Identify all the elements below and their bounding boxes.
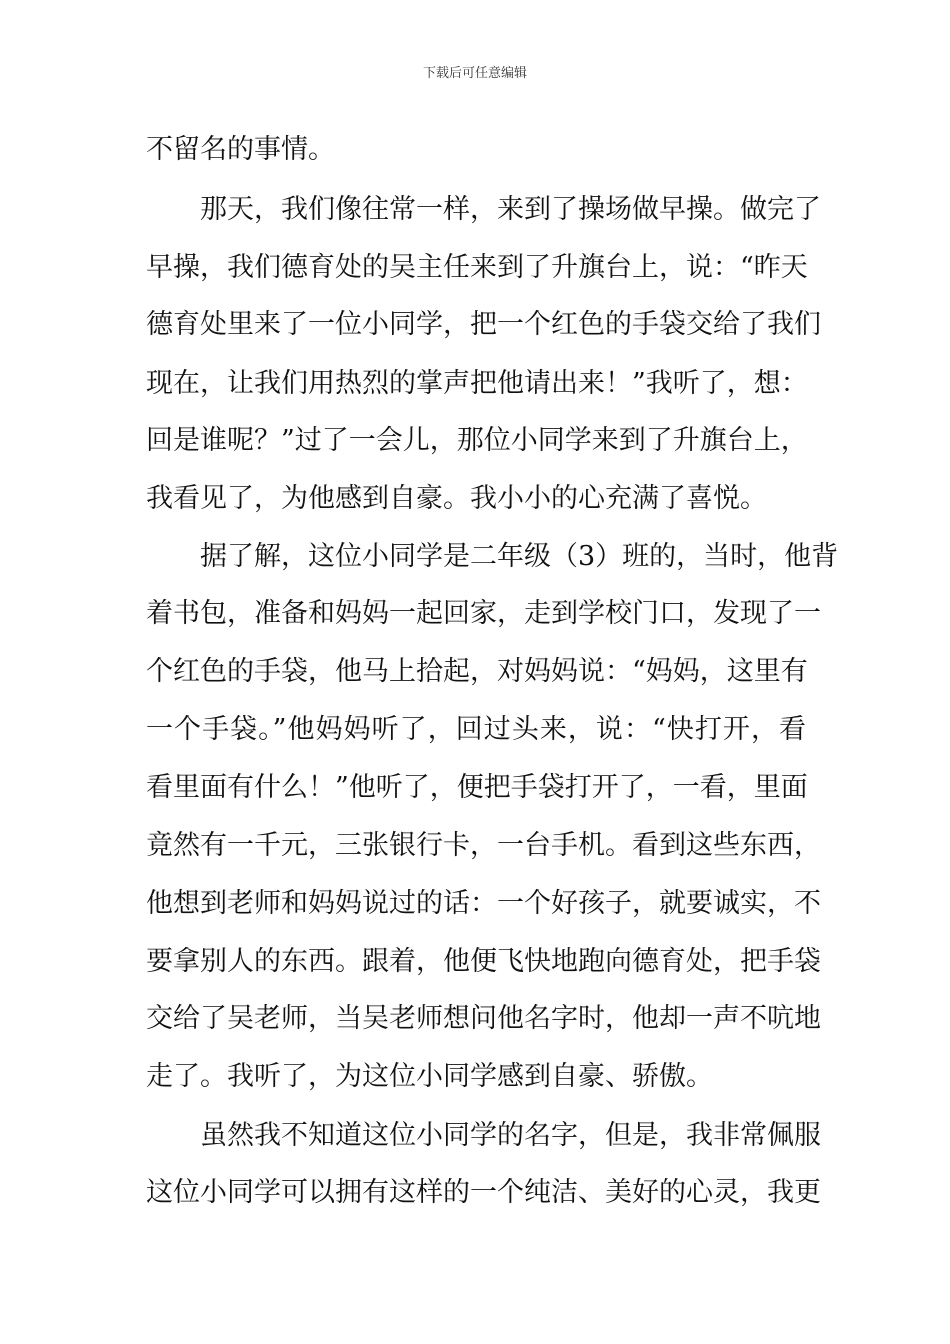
text-line: 这位小同学可以拥有这样的一个纯洁、美好的心灵，我更 xyxy=(146,1177,821,1208)
text-line: 着书包，准备和妈妈一起回家，走到学校门口，发现了一 xyxy=(146,598,821,629)
text-line: 早操，我们德育处的吴主任来到了升旗台上，说：“昨天 xyxy=(146,252,808,283)
text-line: 不留名的事情。 xyxy=(146,134,335,165)
paragraph-first-line: 那天，我们像往常一样，来到了操场做早操。做完了 xyxy=(200,194,821,225)
paragraph-first-line: 据了解，这位小同学是二年级（3）班的，当时，他背 xyxy=(200,541,839,572)
text-line: 他想到老师和妈妈说过的话：一个好孩子，就要诚实，不 xyxy=(146,888,821,919)
text-line: 走了。我听了，为这位小同学感到自豪、骄傲。 xyxy=(146,1061,713,1092)
text-line: 现在，让我们用热烈的掌声把他请出来！”我听了，想： xyxy=(146,368,808,399)
text-line: 个红色的手袋，他马上拾起，对妈妈说：“妈妈，这里有 xyxy=(146,656,808,687)
text-line: 一个手袋。”他妈妈听了，回过头来，说：“快打开，看 xyxy=(146,714,806,745)
paragraph-first-line: 虽然我不知道这位小同学的名字，但是，我非常佩服 xyxy=(200,1120,821,1151)
text-line: 德育处里来了一位小同学，把一个红色的手袋交给了我们 xyxy=(146,309,821,340)
text-line: 交给了吴老师，当吴老师想问他名字时，他却一声不吭地 xyxy=(146,1003,821,1034)
page-header: 下载后可任意编辑 xyxy=(422,66,527,81)
text-line: 我看见了，为他感到自豪。我小小的心充满了喜悦。 xyxy=(146,483,767,514)
text-line: 回是谁呢？”过了一会儿，那位小同学来到了升旗台上， xyxy=(146,425,808,456)
text-line: 看里面有什么！”他听了，便把手袋打开了，一看，里面 xyxy=(146,772,808,803)
text-line: 竟然有一千元，三张银行卡，一台手机。看到这些东西， xyxy=(146,830,821,861)
text-line: 要拿别人的东西。跟着，他便飞快地跑向德育处，把手袋 xyxy=(146,946,821,977)
